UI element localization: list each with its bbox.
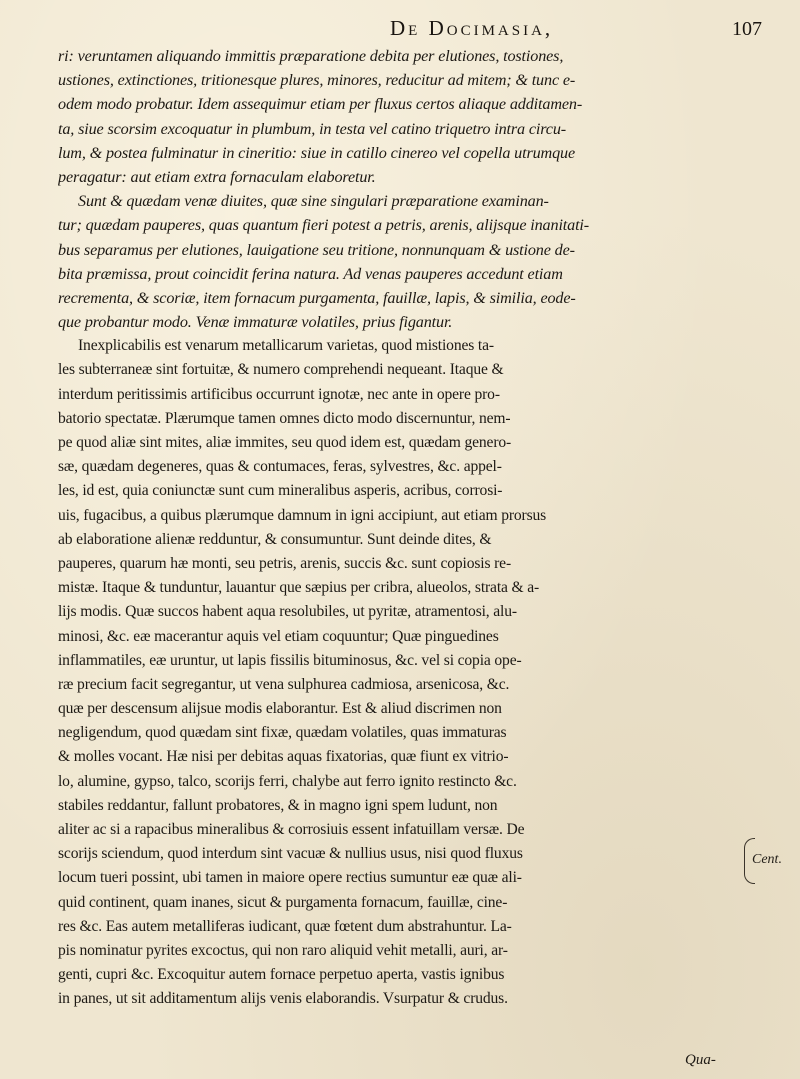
text-line: Inexplicabilis est venarum metallicarum varietas, quod mistiones ta-: [78, 337, 494, 355]
text-line: recrementa, & scoriæ, item fornacum purgamenta, fauillæ, lapis, & similia, eode-: [58, 288, 576, 307]
body-text: [58, 44, 758, 1012]
text-line: ta, siue scorsim excoquatur in plumbum, in testa vel catino triquetro intra circu-: [58, 119, 567, 138]
text-line: pauperes, quarum hæ monti, seu petris, arenis, succis &c. sunt copiosis re-: [58, 554, 511, 572]
marginal-note: Cent.: [752, 852, 782, 867]
text-line: odem modo probatur. Idem assequimur etiam per fluxus certos aliaque additamen-: [58, 95, 583, 114]
text-line: ab elaboratione alienæ redduntur, & consumuntur. Sunt deinde dites, &: [58, 530, 492, 548]
text-line: tur; quædam pauperes, quas quantum fieri potest a petris, arenis, alijsque inanitati-: [58, 216, 590, 235]
catchword: Qua-: [685, 1052, 716, 1068]
text-line: lijs modis. Quæ succos habent aqua resolubiles, ut pyritæ, atramentosi, alu-: [58, 603, 517, 621]
text-line: quæ per descensum alijsue modis elaborantur. Est & aliud discrimen non: [58, 700, 502, 718]
text-line: res &c. Eas autem metalliferas iudicant, quæ fœtent dum abstrahuntur. La-: [58, 917, 512, 935]
running-title: De Docimasia,: [390, 16, 554, 40]
text-line: lum, & postea fulminatur in cineritio: siue in catillo cinereo vel copella utrumque: [58, 143, 576, 162]
text-line: mistæ. Itaque & tunduntur, lauantur que sæpius per cribra, alueolos, strata & a-: [58, 579, 540, 597]
text-line: sæ, quædam degeneres, quas & contumaces, feras, sylvestres, &c. appel-: [58, 458, 502, 476]
text-line: peragatur: aut etiam extra fornaculam elaboretur.: [58, 167, 376, 186]
page-header: [0, 12, 800, 46]
text-line: genti, cupri &c. Excoquitur autem fornace perpetuo aperta, vastis ignibus: [58, 966, 505, 984]
text-line: les subterraneæ sint fortuitæ, & numero comprehendi nequeant. Itaque &: [58, 361, 504, 379]
text-line: quid continent, quam inanes, sicut & purgamenta fornacum, fauillæ, cine-: [58, 893, 508, 911]
text-line: aliter ac si a rapacibus mineralibus & corrosiuis essent infatuillam versæ. De: [58, 821, 525, 838]
text-line: Sunt & quædam venæ diuites, quæ sine singulari præparatione examinan-: [78, 192, 549, 211]
text-line: scorijs sciendum, quod interdum sint vacuæ & nullius usus, nisi quod fluxus: [58, 845, 523, 863]
text-line: batorio spectatæ. Plærumque tamen omnes dicto modo discernuntur, nem-: [58, 409, 511, 427]
text-line: les, id est, quia coniunctæ sunt cum mineralibus asperis, acribus, corrosi-: [58, 482, 503, 500]
text-line: inflammatiles, eæ uruntur, ut lapis fissilis bituminosus, &c. vel si copia ope-: [58, 651, 522, 669]
text-line: lo, alumine, gypso, talco, scorijs ferri, chalybe aut ferro ignito restincto &c.: [58, 772, 517, 790]
text-line: bita præmissa, prout coincidit ferina natura. Ad venas pauperes accedunt etiam: [58, 264, 563, 283]
text-line: negligendum, quod quædam sint fixæ, quædam volatiles, quas immaturas: [58, 724, 507, 742]
page-number: 107: [732, 18, 762, 40]
text-line: interdum peritissimis artificibus occurrunt ignotæ, nec ante in opere pro-: [58, 385, 500, 403]
text-line: in panes, ut sit additamentum alijs venis elaborandis. Vsurpatur & crudus.: [58, 990, 508, 1008]
text-line: pis nominatur pyrites excoctus, qui non raro aliquid vehit metalli, auri, ar-: [58, 941, 508, 959]
text-line: ri: veruntamen aliquando immittis præparatione debita per elutiones, tostiones,: [58, 47, 564, 65]
text-line: bus separamus per elutiones, lauigatione seu tritione, nonnunquam & ustione de-: [58, 240, 575, 259]
text-line: que probantur modo. Venæ immaturæ volatiles, prius figantur.: [58, 313, 453, 332]
text-line: minosi, &c. eæ macerantur aquis vel etiam coquuntur; Quæ pinguedines: [58, 627, 499, 645]
text-line: ustiones, extinctiones, tritionesque plures, minores, reducitur ad mitem; & tunc e-: [58, 71, 576, 90]
text-line: uis, fugacibus, a quibus plærumque damnum in igni accipiunt, aut etiam prorsus: [58, 506, 547, 524]
text-line: locum tueri possint, ubi tamen in maiore opere rectius sumuntur eæ quæ ali-: [58, 869, 522, 887]
text-line: & molles vocant. Hæ nisi per debitas aquas fixatorias, quæ fiunt ex vitrio-: [58, 748, 509, 766]
text-line: stabiles reddantur, fallunt probatores, & in magno igni spem ludunt, non: [58, 796, 498, 814]
text-line: pe quod aliæ sint mites, aliæ immites, seu quod idem est, quædam genero-: [58, 434, 512, 451]
text-line: ræ precium facit segregantur, ut vena sulphurea cadmiosa, arsenicosa, &c.: [58, 675, 510, 693]
